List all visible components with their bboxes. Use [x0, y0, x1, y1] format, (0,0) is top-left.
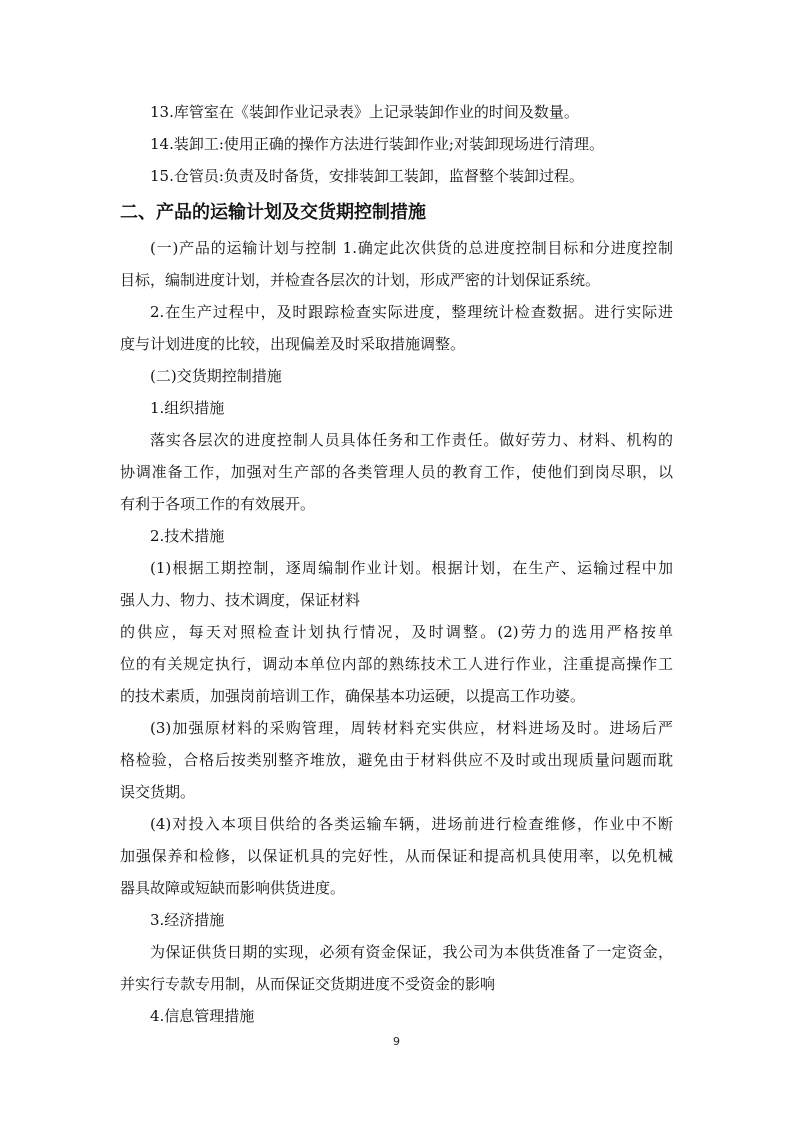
paragraph-line: 的技术素质，加强岗前培训工作，确保基本功运硬，以提高工作功婆。: [120, 687, 586, 705]
paragraph-line: (3)加强原材料的采购管理，周转材料充实供应，材料进场及时。进场后严: [150, 719, 673, 737]
page-number: 9: [393, 1035, 400, 1048]
subsection-heading: 3.经济措施: [150, 911, 225, 929]
paragraph-line: 为保证供货日期的实现，必须有资金保证，我公司为本供货准备了一定资金，: [150, 943, 673, 961]
paragraph-line: 度与计划进度的比较，出现偏差及时采取措施调整。: [120, 335, 466, 353]
subsection-heading: 2.技术措施: [150, 527, 225, 545]
paragraph-line: (1)根据工期控制，逐周编制作业计划。根据计划，在生产、运输过程中加: [150, 559, 673, 577]
paragraph-line: 强人力、物力、技术调度，保证材料: [120, 591, 361, 609]
paragraph-line: 2.在生产过程中，及时跟踪检查实际进度，整理统计检查数据。进行实际进: [150, 303, 673, 321]
paragraph-line: 的供应，每天对照检查计划执行情况，及时调整。(2)劳力的选用严格按单: [120, 623, 673, 641]
paragraph-line: 加强保养和检修，以保证机具的完好性，从而保证和提高机具使用率，以免机械: [120, 847, 673, 865]
paragraph-line: 落实各层次的进度控制人员具体任务和工作责任。做好劳力、材料、机构的: [150, 431, 673, 449]
paragraph-line: 14.装卸工:使用正确的操作方法进行装卸作业;对装卸现场进行清理。: [150, 135, 604, 153]
document-body: [120, 96, 673, 1032]
paragraph-line: 13.库管室在《装卸作业记录表》上记录装卸作业的时间及数量。: [150, 103, 579, 121]
paragraph-line: 协调准备工作，加强对生产部的各类管理人员的教育工作，使他们到岗尽职，以: [120, 463, 673, 481]
subsection-heading: 1.组织措施: [150, 399, 225, 417]
paragraph-line: 并实行专款专用制，从而保证交货期进度不受资金的影响: [120, 975, 496, 993]
paragraph-line: 误交货期。: [120, 783, 196, 801]
paragraph-line: 位的有关规定执行，调动本单位内部的熟练技术工人进行作业，注重提高操作工: [120, 655, 673, 673]
paragraph-line: (一)产品的运输计划与控制 1.确定此次供货的总进度控制目标和分进度控制: [150, 239, 673, 257]
paragraph-line: 15.仓管员:负责及时备货，安排装卸工装卸，监督整个装卸过程。: [150, 167, 584, 185]
paragraph-line: 有利于各项工作的有效展开。: [120, 495, 316, 513]
paragraph-line: 格检验，合格后按类别整齐堆放，避免由于材料供应不及时或出现质量问题而耽: [120, 751, 673, 769]
section-heading: 二、产品的运输计划及交货期控制措施: [120, 202, 426, 223]
paragraph-line: 目标，编制进度计划，并检查各层次的计划，形成严密的计划保证系统。: [120, 271, 601, 289]
subsection-heading: 4.信息管理措施: [150, 1007, 255, 1025]
paragraph-line: (4)对投入本项目供给的各类运输车辆，进场前进行检查维修，作业中不断: [150, 815, 673, 833]
subsection-heading: (二)交货期控制措施: [150, 367, 282, 385]
paragraph-line: 器具故障或短缺而影响供货进度。: [120, 879, 346, 897]
